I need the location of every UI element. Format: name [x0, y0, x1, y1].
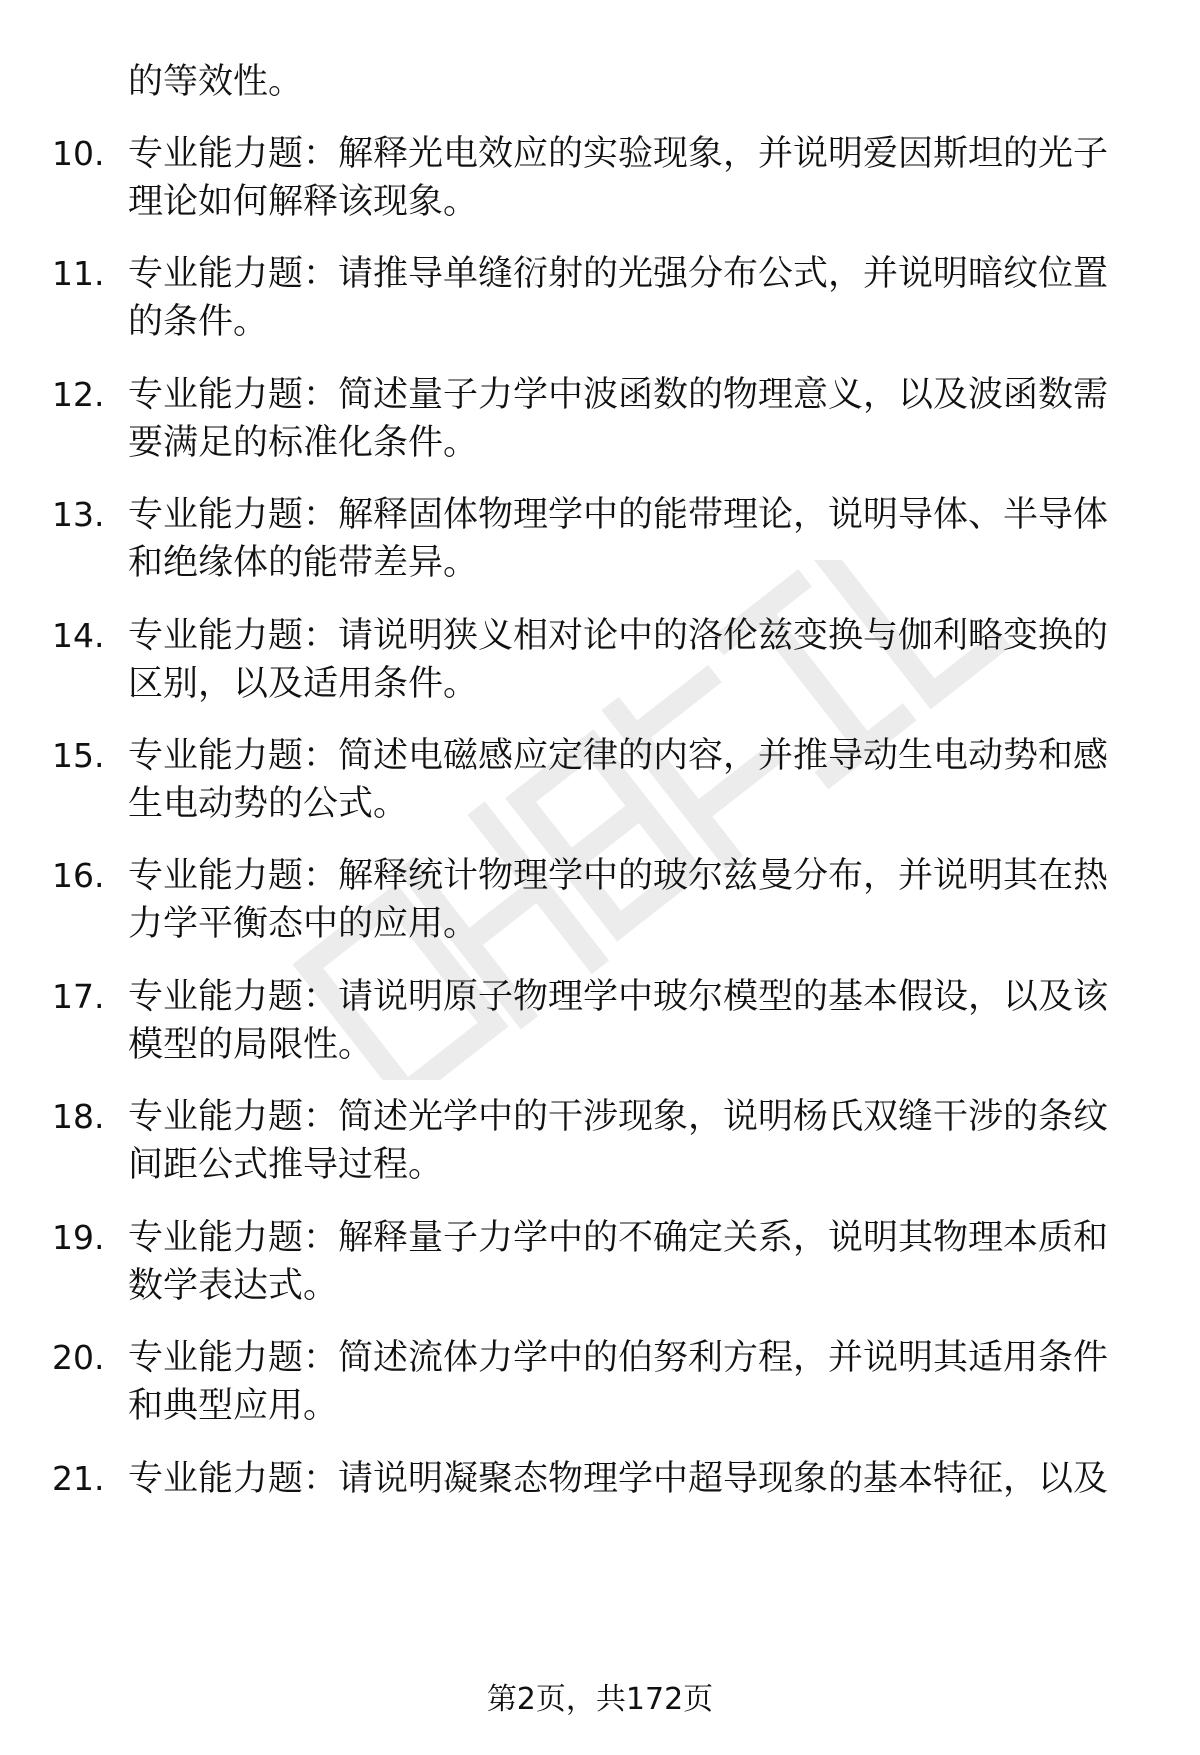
- question-text-line: 专业能力题：解释量子力学中的不确定关系，说明其物理本质和: [128, 1218, 1109, 1258]
- question-text-line: 专业能力题：简述流体力学中的伯努利方程，并说明其适用条件: [128, 1338, 1109, 1378]
- question-number: 19.: [52, 1218, 105, 1257]
- list-item: [0, 250, 1200, 350]
- question-number: 17.: [52, 977, 105, 1016]
- question-text-line: 的条件。: [128, 302, 269, 342]
- question-text-line: 间距公式推导过程。: [128, 1145, 444, 1185]
- question-number: 13.: [52, 495, 105, 534]
- question-text-line: 专业能力题：简述量子力学中波函数的物理意义，以及波函数需: [128, 375, 1109, 415]
- question-number: 14.: [52, 616, 105, 655]
- question-number: 12.: [52, 375, 105, 414]
- question-text-line: 专业能力题：简述电磁感应定律的内容，并推导动生电动势和感: [128, 736, 1109, 776]
- question-text-line: 专业能力题：简述光学中的干涉现象，说明杨氏双缝干涉的条纹: [128, 1097, 1109, 1137]
- list-item: [0, 1093, 1200, 1193]
- list-item: [0, 612, 1200, 712]
- question-text-line: 专业能力题：解释统计物理学中的玻尔兹曼分布，并说明其在热: [128, 856, 1109, 896]
- list-item: [0, 1214, 1200, 1314]
- page-footer: 第2页，共172页: [486, 1682, 714, 1717]
- question-number: 15.: [52, 736, 105, 775]
- question-text-line: 专业能力题：请推导单缝衍射的光强分布公式，并说明暗纹位置: [128, 254, 1109, 294]
- question-text-line: 力学平衡态中的应用。: [128, 904, 479, 944]
- question-text-line: 专业能力题：请说明凝聚态物理学中超导现象的基本特征，以及: [128, 1459, 1109, 1499]
- question-text-line: 理论如何解释该现象。: [128, 182, 479, 222]
- continuation-line: 的等效性。: [128, 62, 304, 102]
- question-number: 18.: [52, 1097, 105, 1136]
- question-text-line: 和典型应用。: [128, 1386, 339, 1426]
- question-text-line: 专业能力题：请说明原子物理学中玻尔模型的基本假设，以及该: [128, 977, 1109, 1017]
- question-text-line: 要满足的标准化条件。: [128, 423, 479, 463]
- question-text-line: 专业能力题：解释固体物理学中的能带理论，说明导体、半导体: [128, 495, 1109, 535]
- question-number: 10.: [52, 134, 105, 173]
- question-text-line: 生电动势的公式。: [128, 784, 409, 824]
- question-text-line: 和绝缘体的能带差异。: [128, 543, 479, 583]
- question-text-line: 数学表达式。: [128, 1266, 339, 1306]
- question-number: 16.: [52, 856, 105, 895]
- question-text-line: 区别，以及适用条件。: [128, 664, 479, 704]
- question-number: 21.: [52, 1459, 105, 1498]
- question-number: 20.: [52, 1338, 105, 1377]
- list-item: [0, 1334, 1200, 1434]
- question-text-line: 专业能力题：解释光电效应的实验现象，并说明爱因斯坦的光子: [128, 134, 1109, 174]
- list-item: [0, 732, 1200, 832]
- list-item: [0, 973, 1200, 1073]
- list-item: [0, 491, 1200, 591]
- question-number: 11.: [52, 254, 105, 293]
- question-text-line: 专业能力题：请说明狭义相对论中的洛伦兹变换与伽利略变换的: [128, 616, 1109, 656]
- question-text-line: 模型的局限性。: [128, 1025, 374, 1065]
- list-item: [0, 1455, 1200, 1507]
- list-item: [0, 371, 1200, 471]
- list-item: [0, 130, 1200, 230]
- list-item: [0, 852, 1200, 952]
